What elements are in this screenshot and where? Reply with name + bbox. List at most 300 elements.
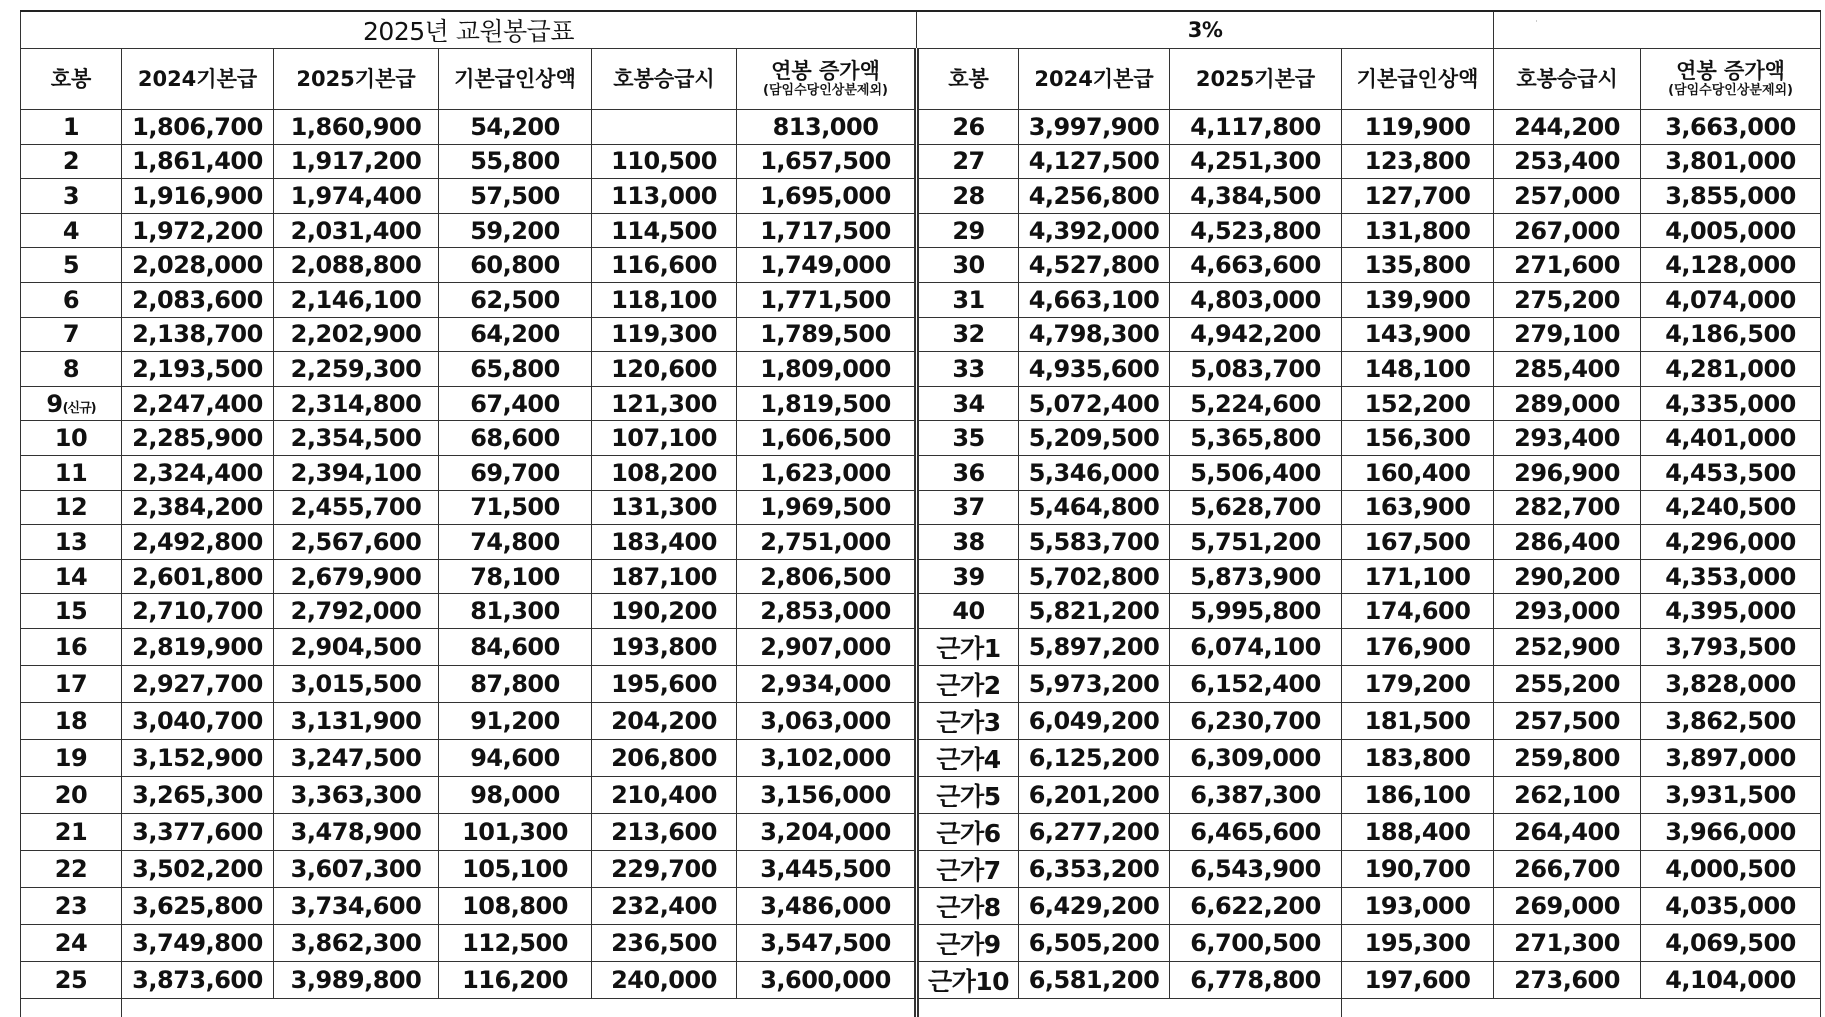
increase-cell-right: 188,400	[1342, 813, 1494, 850]
table-row	[21, 776, 1821, 813]
base-2025-cell: 3,363,300	[274, 776, 439, 813]
step-cell-right: 29	[917, 213, 1019, 248]
table-row	[21, 665, 1821, 702]
promotion-cell: 206,800	[592, 739, 737, 776]
increase-cell: 60,800	[439, 248, 592, 283]
base-2025-cell-right: 5,873,900	[1170, 559, 1342, 594]
increase-cell: 55,800	[439, 144, 592, 179]
increase-cell-right: 160,400	[1342, 455, 1494, 490]
increase-cell-right: 152,200	[1342, 386, 1494, 421]
promotion-cell-right: 279,100	[1494, 317, 1641, 352]
annual-cell-right: 4,005,000	[1641, 213, 1821, 248]
step-cell	[21, 776, 122, 813]
annual-cell-right: 4,353,000	[1641, 559, 1821, 594]
table-row	[21, 813, 1821, 850]
annual-cell-right: 3,828,000	[1641, 665, 1821, 702]
annual-cell: 3,445,500	[737, 850, 917, 887]
promotion-cell: 195,600	[592, 665, 737, 702]
increase-cell: 105,100	[439, 850, 592, 887]
base-2025-cell-right: 6,778,800	[1170, 961, 1342, 998]
annual-cell: 3,156,000	[737, 776, 917, 813]
col-header-annual-right	[1641, 49, 1821, 110]
table-row	[21, 386, 1821, 421]
base-2024-cell: 2,247,400	[122, 386, 274, 421]
increase-cell: 81,300	[439, 594, 592, 629]
base-2025-cell-right: 5,224,600	[1170, 386, 1342, 421]
step-cell-right: 근가4	[917, 739, 1019, 776]
promotion-cell: 213,600	[592, 813, 737, 850]
base-2025-cell-right: 6,387,300	[1170, 776, 1342, 813]
annual-cell-right: 4,000,500	[1641, 850, 1821, 887]
step-number: 7	[62, 320, 80, 349]
base-2025-cell: 2,354,500	[274, 421, 439, 456]
base-2024-cell-right: 5,346,000	[1019, 455, 1170, 490]
base-2025-cell-right: 5,751,200	[1170, 525, 1342, 560]
promotion-cell: 108,200	[592, 455, 737, 490]
base-2024-cell-right: 4,663,100	[1019, 282, 1170, 317]
increase-cell-right: 181,500	[1342, 702, 1494, 739]
promotion-cell-right: 275,200	[1494, 282, 1641, 317]
base-2024-cell: 3,749,800	[122, 924, 274, 961]
annual-cell-right: 3,801,000	[1641, 144, 1821, 179]
annual-cell-right: 3,966,000	[1641, 813, 1821, 850]
annual-cell: 3,204,000	[737, 813, 917, 850]
base-2025-cell: 2,031,400	[274, 213, 439, 248]
increase-cell: 71,500	[439, 490, 592, 525]
base-2025-cell: 3,989,800	[274, 961, 439, 998]
base-2024-cell-right: 5,072,400	[1019, 386, 1170, 421]
base-2024-cell: 1,806,700	[122, 110, 274, 145]
promotion-cell-right: 253,400	[1494, 144, 1641, 179]
salary-rows	[21, 110, 1821, 999]
annual-cell-right: 4,240,500	[1641, 490, 1821, 525]
annual-cell-right: 4,453,500	[1641, 455, 1821, 490]
step-cell-right: 근가3	[917, 702, 1019, 739]
step-number: 11	[54, 458, 88, 487]
step-cell-right: 36	[917, 455, 1019, 490]
annual-cell: 1,657,500	[737, 144, 917, 179]
footer-cell	[122, 998, 917, 1017]
base-2024-cell: 2,193,500	[122, 352, 274, 387]
promotion-cell-right: 269,000	[1494, 887, 1641, 924]
increase-cell: 108,800	[439, 887, 592, 924]
promotion-cell-right: 273,600	[1494, 961, 1641, 998]
increase-cell: 57,500	[439, 179, 592, 214]
base-2024-cell: 3,265,300	[122, 776, 274, 813]
table-row	[21, 559, 1821, 594]
step-cell-right: 27	[917, 144, 1019, 179]
base-2024-cell-right: 6,429,200	[1019, 887, 1170, 924]
promotion-cell-right: 290,200	[1494, 559, 1641, 594]
promotion-cell-right: 244,200	[1494, 110, 1641, 145]
step-cell	[21, 924, 122, 961]
step-number: 4	[62, 216, 80, 245]
table-row	[21, 282, 1821, 317]
base-2025-cell-right: 4,384,500	[1170, 179, 1342, 214]
base-2025-cell-right: 6,074,100	[1170, 628, 1342, 665]
step-number: 15	[54, 597, 88, 626]
increase-cell: 74,800	[439, 525, 592, 560]
annual-cell: 3,486,000	[737, 887, 917, 924]
col-header-increase-right: 기본급인상액	[1342, 49, 1494, 110]
annual-cell-right: 4,401,000	[1641, 421, 1821, 456]
increase-cell-right: 163,900	[1342, 490, 1494, 525]
step-number: 3	[62, 181, 80, 210]
promotion-cell-right: 286,400	[1494, 525, 1641, 560]
base-2025-cell-right: 6,622,200	[1170, 887, 1342, 924]
step-number: 5	[62, 251, 80, 280]
step-cell-right: 34	[917, 386, 1019, 421]
step-cell	[21, 110, 122, 145]
step-cell	[21, 421, 122, 456]
step-cell	[21, 887, 122, 924]
promotion-cell: 204,200	[592, 702, 737, 739]
step-cell-right: 근가8	[917, 887, 1019, 924]
base-2024-cell: 1,861,400	[122, 144, 274, 179]
base-2024-cell-right: 5,583,700	[1019, 525, 1170, 560]
base-2025-cell-right: 4,663,600	[1170, 248, 1342, 283]
step-number: 6	[62, 285, 80, 314]
annual-cell: 1,623,000	[737, 455, 917, 490]
annual-cell: 813,000	[737, 110, 917, 145]
increase-cell: 59,200	[439, 213, 592, 248]
step-number: 16	[54, 632, 88, 661]
annual-cell: 3,547,500	[737, 924, 917, 961]
step-number: 22	[54, 854, 88, 883]
step-number: 12	[54, 493, 88, 522]
promotion-cell: 116,600	[592, 248, 737, 283]
promotion-cell: 113,000	[592, 179, 737, 214]
base-2024-cell: 3,625,800	[122, 887, 274, 924]
table-row	[21, 352, 1821, 387]
annual-cell: 3,600,000	[737, 961, 917, 998]
promotion-cell-right: 262,100	[1494, 776, 1641, 813]
promotion-cell: 118,100	[592, 282, 737, 317]
title-blank-cell	[1494, 11, 1821, 49]
step-cell	[21, 813, 122, 850]
base-2025-cell: 2,202,900	[274, 317, 439, 352]
base-2025-cell: 2,146,100	[274, 282, 439, 317]
salary-table	[20, 10, 1821, 1017]
step-number: 21	[54, 817, 88, 846]
promotion-cell: 183,400	[592, 525, 737, 560]
table-row	[21, 702, 1821, 739]
promotion-cell: 193,800	[592, 628, 737, 665]
annual-cell: 1,819,500	[737, 386, 917, 421]
increase-cell: 62,500	[439, 282, 592, 317]
step-cell	[21, 352, 122, 387]
base-2024-cell-right: 6,353,200	[1019, 850, 1170, 887]
base-2025-cell: 2,259,300	[274, 352, 439, 387]
step-cell-right: 30	[917, 248, 1019, 283]
base-2025-cell-right: 5,995,800	[1170, 594, 1342, 629]
base-2024-cell-right: 3,997,900	[1019, 110, 1170, 145]
base-2025-cell-right: 6,465,600	[1170, 813, 1342, 850]
col-header-base-2024-right: 2024기본급	[1019, 49, 1170, 110]
increase-cell: 116,200	[439, 961, 592, 998]
promotion-cell-right: 252,900	[1494, 628, 1641, 665]
base-2025-cell-right: 6,543,900	[1170, 850, 1342, 887]
annual-cell: 1,749,000	[737, 248, 917, 283]
base-2024-cell-right: 5,464,800	[1019, 490, 1170, 525]
table-row	[21, 144, 1821, 179]
increase-cell-right: 197,600	[1342, 961, 1494, 998]
promotion-cell-right: 285,400	[1494, 352, 1641, 387]
increase-cell-right: 176,900	[1342, 628, 1494, 665]
step-cell	[21, 455, 122, 490]
increase-cell-right: 131,800	[1342, 213, 1494, 248]
table-row	[21, 248, 1821, 283]
base-2025-cell-right: 6,152,400	[1170, 665, 1342, 702]
step-cell-right: 근가2	[917, 665, 1019, 702]
annual-cell-right: 4,296,000	[1641, 525, 1821, 560]
base-2025-cell: 2,904,500	[274, 628, 439, 665]
step-cell-right: 37	[917, 490, 1019, 525]
col-header-promotion-right: 호봉승급시	[1494, 49, 1641, 110]
base-2024-cell-right: 4,527,800	[1019, 248, 1170, 283]
base-2024-cell: 2,492,800	[122, 525, 274, 560]
corner-mark: ˙	[1534, 20, 1539, 31]
col-header-base-2025: 2025기본급	[274, 49, 439, 110]
promotion-cell: 114,500	[592, 213, 737, 248]
base-2024-cell: 1,972,200	[122, 213, 274, 248]
promotion-cell: 210,400	[592, 776, 737, 813]
increase-cell-right: 135,800	[1342, 248, 1494, 283]
annual-cell-right: 4,104,000	[1641, 961, 1821, 998]
title-row	[21, 11, 1821, 49]
base-2024-cell: 2,138,700	[122, 317, 274, 352]
step-cell-right: 32	[917, 317, 1019, 352]
step-cell-right: 26	[917, 110, 1019, 145]
annual-cell: 2,934,000	[737, 665, 917, 702]
annual-cell: 2,806,500	[737, 559, 917, 594]
step-cell	[21, 702, 122, 739]
increase-rate: 3%	[917, 11, 1494, 49]
increase-cell: 65,800	[439, 352, 592, 387]
base-2025-cell: 2,679,900	[274, 559, 439, 594]
base-2024-cell: 2,384,200	[122, 490, 274, 525]
annual-cell-right: 4,128,000	[1641, 248, 1821, 283]
base-2024-cell-right: 6,505,200	[1019, 924, 1170, 961]
increase-cell: 67,400	[439, 386, 592, 421]
base-2025-cell: 3,478,900	[274, 813, 439, 850]
promotion-cell-right: 289,000	[1494, 386, 1641, 421]
step-cell	[21, 665, 122, 702]
base-2024-cell-right: 5,897,200	[1019, 628, 1170, 665]
base-2025-cell-right: 4,942,200	[1170, 317, 1342, 352]
step-number: 2	[62, 147, 80, 176]
col-header-annual-right-note: (담임수당인상분제외)	[1668, 82, 1793, 98]
table-row	[21, 525, 1821, 560]
promotion-cell-right: 255,200	[1494, 665, 1641, 702]
promotion-cell-right: 267,000	[1494, 213, 1641, 248]
step-cell	[21, 317, 122, 352]
base-2025-cell-right: 4,117,800	[1170, 110, 1342, 145]
annual-cell-right: 4,395,000	[1641, 594, 1821, 629]
base-2024-cell: 2,710,700	[122, 594, 274, 629]
table-row	[21, 594, 1821, 629]
increase-cell-right: 171,100	[1342, 559, 1494, 594]
step-number: 17	[54, 669, 88, 698]
increase-cell-right: 183,800	[1342, 739, 1494, 776]
increase-cell-right: 167,500	[1342, 525, 1494, 560]
promotion-cell-right: 271,600	[1494, 248, 1641, 283]
col-header-annual-right-label: 연봉 증가액	[1676, 59, 1785, 84]
col-header-promotion: 호봉승급시	[592, 49, 737, 110]
step-cell-right: 근가10	[917, 961, 1019, 998]
annual-cell-right: 3,855,000	[1641, 179, 1821, 214]
base-2024-cell: 2,083,600	[122, 282, 274, 317]
table-row	[21, 850, 1821, 887]
annual-cell-right: 3,931,500	[1641, 776, 1821, 813]
increase-cell: 112,500	[439, 924, 592, 961]
table-row	[21, 455, 1821, 490]
promotion-cell-right: 293,400	[1494, 421, 1641, 456]
annual-cell: 1,969,500	[737, 490, 917, 525]
table-row	[21, 213, 1821, 248]
col-header-step-right: 호봉	[917, 49, 1019, 110]
base-2025-cell-right: 4,251,300	[1170, 144, 1342, 179]
base-2025-cell-right: 6,309,000	[1170, 739, 1342, 776]
base-2024-cell: 3,873,600	[122, 961, 274, 998]
table-row	[21, 317, 1821, 352]
step-cell-right: 근가6	[917, 813, 1019, 850]
col-header-base-2024: 2024기본급	[122, 49, 274, 110]
annual-cell-right: 4,074,000	[1641, 282, 1821, 317]
step-cell-right: 근가1	[917, 628, 1019, 665]
step-cell-right: 40	[917, 594, 1019, 629]
promotion-cell-right: 296,900	[1494, 455, 1641, 490]
col-header-step: 호봉	[21, 49, 122, 110]
base-2024-cell-right: 6,049,200	[1019, 702, 1170, 739]
table-row	[21, 110, 1821, 145]
base-2025-cell-right: 5,628,700	[1170, 490, 1342, 525]
promotion-cell: 187,100	[592, 559, 737, 594]
base-2025-cell: 3,862,300	[274, 924, 439, 961]
promotion-cell	[592, 110, 737, 145]
increase-cell: 98,000	[439, 776, 592, 813]
base-2024-cell: 3,377,600	[122, 813, 274, 850]
base-2025-cell-right: 4,803,000	[1170, 282, 1342, 317]
step-cell	[21, 213, 122, 248]
step-number: 14	[54, 562, 88, 591]
table-row	[21, 961, 1821, 998]
base-2025-cell: 3,247,500	[274, 739, 439, 776]
base-2025-cell-right: 5,083,700	[1170, 352, 1342, 387]
base-2025-cell: 2,394,100	[274, 455, 439, 490]
step-cell-right: 38	[917, 525, 1019, 560]
step-number: 20	[54, 780, 88, 809]
table-row	[21, 887, 1821, 924]
increase-cell-right: 174,600	[1342, 594, 1494, 629]
annual-cell: 1,606,500	[737, 421, 917, 456]
base-2024-cell-right: 4,392,000	[1019, 213, 1170, 248]
base-2025-cell: 1,974,400	[274, 179, 439, 214]
annual-cell: 2,907,000	[737, 628, 917, 665]
increase-cell: 94,600	[439, 739, 592, 776]
step-number: 25	[54, 965, 88, 994]
increase-cell: 84,600	[439, 628, 592, 665]
table-row	[21, 490, 1821, 525]
promotion-cell: 131,300	[592, 490, 737, 525]
step-cell-right: 근가7	[917, 850, 1019, 887]
base-2025-cell: 3,734,600	[274, 887, 439, 924]
increase-cell-right: 156,300	[1342, 421, 1494, 456]
increase-cell-right: 127,700	[1342, 179, 1494, 214]
base-2024-cell: 2,819,900	[122, 628, 274, 665]
step-cell	[21, 961, 122, 998]
increase-cell: 87,800	[439, 665, 592, 702]
annual-cell-right: 4,186,500	[1641, 317, 1821, 352]
annual-cell-right: 3,793,500	[1641, 628, 1821, 665]
col-header-base-2025-right: 2025기본급	[1170, 49, 1342, 110]
promotion-cell-right: 271,300	[1494, 924, 1641, 961]
step-cell-right: 28	[917, 179, 1019, 214]
step-cell	[21, 628, 122, 665]
footer-cell	[917, 998, 1342, 1017]
base-2024-cell: 2,285,900	[122, 421, 274, 456]
step-number: 18	[54, 706, 88, 735]
base-2025-cell-right: 6,700,500	[1170, 924, 1342, 961]
promotion-cell: 119,300	[592, 317, 737, 352]
step-number: 8	[62, 354, 80, 383]
base-2024-cell-right: 5,821,200	[1019, 594, 1170, 629]
base-2024-cell-right: 5,209,500	[1019, 421, 1170, 456]
promotion-cell: 190,200	[592, 594, 737, 629]
step-number: 19	[54, 743, 88, 772]
annual-cell-right: 4,335,000	[1641, 386, 1821, 421]
promotion-cell: 120,600	[592, 352, 737, 387]
increase-cell-right: 143,900	[1342, 317, 1494, 352]
increase-cell-right: 186,100	[1342, 776, 1494, 813]
annual-cell: 1,809,000	[737, 352, 917, 387]
promotion-cell-right: 257,000	[1494, 179, 1641, 214]
increase-cell-right: 190,700	[1342, 850, 1494, 887]
step-cell-right: 39	[917, 559, 1019, 594]
increase-cell-right: 193,000	[1342, 887, 1494, 924]
annual-cell-right: 3,862,500	[1641, 702, 1821, 739]
increase-cell-right: 139,900	[1342, 282, 1494, 317]
base-2024-cell-right: 4,256,800	[1019, 179, 1170, 214]
annual-cell-right: 3,897,000	[1641, 739, 1821, 776]
col-header-increase: 기본급인상액	[439, 49, 592, 110]
step-cell	[21, 490, 122, 525]
header-row	[21, 49, 1821, 110]
table-title: 2025년 교원봉급표	[21, 11, 917, 49]
promotion-cell: 240,000	[592, 961, 737, 998]
col-header-annual-label: 연봉 증가액	[771, 59, 880, 84]
base-2025-cell: 3,131,900	[274, 702, 439, 739]
increase-cell: 54,200	[439, 110, 592, 145]
promotion-cell-right: 266,700	[1494, 850, 1641, 887]
table-row	[21, 628, 1821, 665]
promotion-cell: 107,100	[592, 421, 737, 456]
step-number: 9	[46, 389, 63, 418]
table-row	[21, 739, 1821, 776]
promotion-cell: 236,500	[592, 924, 737, 961]
step-tag: (신규)	[62, 400, 96, 416]
increase-cell: 101,300	[439, 813, 592, 850]
table-row	[21, 924, 1821, 961]
col-header-annual	[737, 49, 917, 110]
base-2024-cell-right: 5,973,200	[1019, 665, 1170, 702]
base-2025-cell: 2,314,800	[274, 386, 439, 421]
base-2024-cell-right: 6,581,200	[1019, 961, 1170, 998]
table-row	[21, 421, 1821, 456]
annual-cell-right: 4,281,000	[1641, 352, 1821, 387]
increase-cell-right: 123,800	[1342, 144, 1494, 179]
step-cell-right: 33	[917, 352, 1019, 387]
